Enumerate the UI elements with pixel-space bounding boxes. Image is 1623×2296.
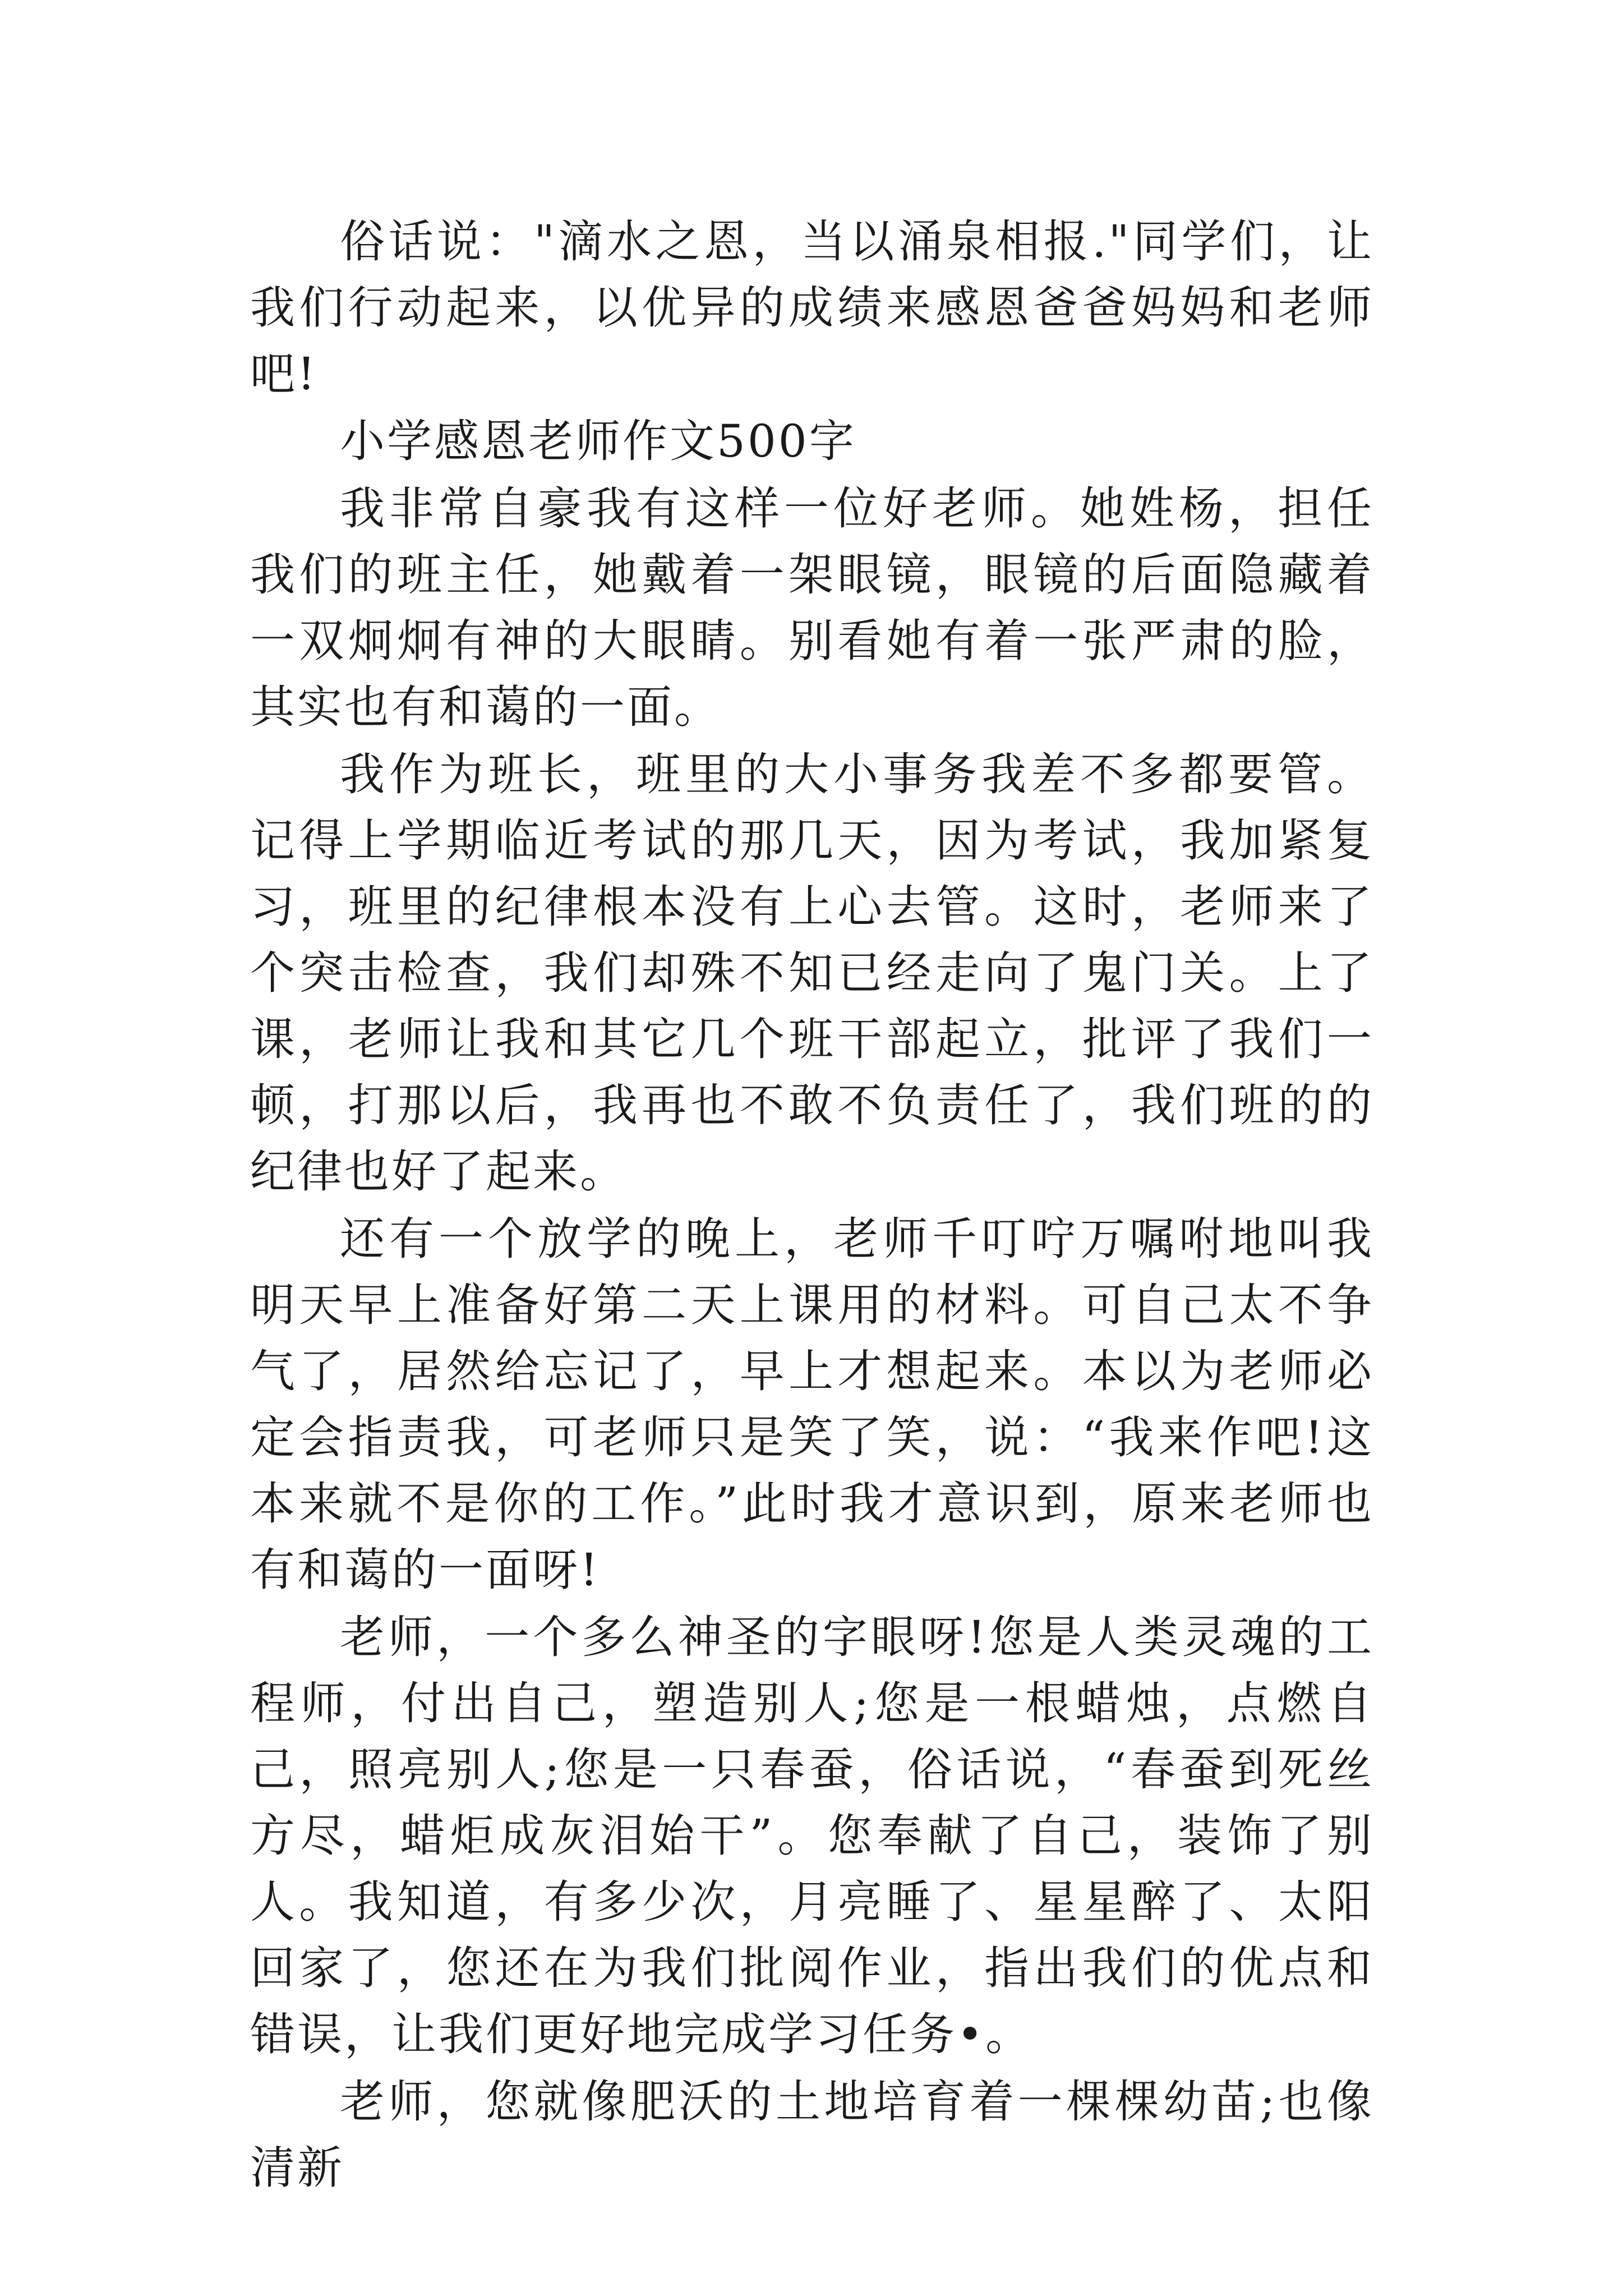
paragraph-evening-story: 还有一个放学的晚上，老师千叮咛万嘱咐地叫我明天早上准备好第二天上课用的材料。可自己太不争气了，居然给忘记了，早上才想起来。本以为老师必定会指责我，可老师只是笑了笑，说：“我来作吧!这本来就不是你的工作。”此时我才意识到，原来老师也有和蔼的一面呀! (250, 1213, 1374, 1596)
paragraph-teacher-intro: 我非常自豪我有这样一位好老师。她姓杨，担任我们的班主任，她戴着一架眼镜，眼镜的后面隐藏着一双炯炯有神的大眼睛。别看她有着一张严肃的脸，其实也有和蔼的一面。 (250, 482, 1374, 733)
paragraph-closing-proverb: 俗话说："滴水之恩，当以涌泉相报."同学们，让我们行动起来，以优异的成绩来感恩爸爸妈妈和老师吧! (250, 215, 1374, 400)
paragraph-metaphor: 老师，您就像肥沃的土地培育着一棵棵幼苗;也像清新 (250, 2076, 1374, 2194)
paragraph-class-monitor: 我作为班长，班里的大小事务我差不多都要管。记得上学期临近考试的那几天，因为考试，我加紧复习，班里的纪律根本没有上心去管。这时，老师来了个突击检查，我们却殊不知已经走向了鬼门关。上了课，老师让我和其它几个班干部起立，批评了我们一顿，打那以后，我再也不敢不负责任了，我们班的的纪律也好了起来。 (250, 748, 1374, 1198)
essay-title: 小学感恩老师作文500字 (340, 415, 856, 467)
paragraph-praise: 老师，一个多么神圣的字眼呀!您是人类灵魂的工程师，付出自己，塑造别人;您是一根蜡烛，点燃自己，照亮别人;您是一只春蚕，俗话说，“春蚕到死丝方尽，蜡炬成灰泪始干”。您奉献了自己，装饰了别人。我知道，有多少次，月亮睡了、星星醉了、太阳回家了，您还在为我们批阅作业，指出我们的优点和错误，让我们更好地完成学习任务•。 (250, 1611, 1374, 2060)
essay-body (250, 209, 1374, 2201)
